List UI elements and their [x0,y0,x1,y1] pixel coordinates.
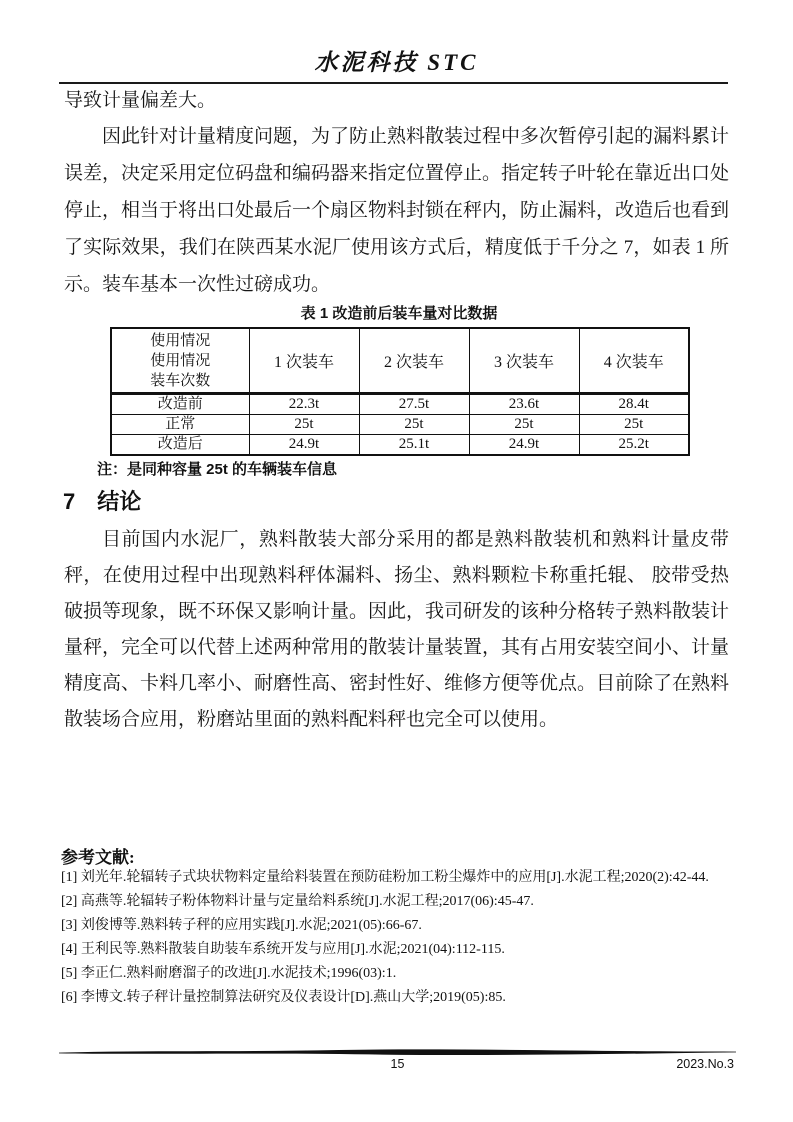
column-header-load4: 4 次装车 [579,328,689,394]
cell-value: 25.1t [359,435,469,456]
section-heading-conclusion [63,485,141,516]
section-title: 结论 [97,489,142,514]
cell-value: 25t [469,415,579,435]
corner-line-2: 使用情况 [150,352,211,369]
cell-value: 28.4t [579,394,689,415]
cell-value: 22.3t [249,394,359,415]
table-row [111,435,689,456]
cell-value: 25.2t [579,435,689,456]
reference-item: [5] 李正仁.熟料耐磨溜子的改进[J].水泥技术;1996(03):1. [61,966,397,981]
cell-value: 23.6t [469,394,579,415]
section-number: 7 [63,489,76,514]
row-label: 改造前 [111,394,249,415]
table-corner-cell [111,328,249,394]
reference-item: [1] 刘光年.轮辐转子式块状物料定量给料装置在预防硅粉加工粉尘爆炸中的应用[J].水泥工程;2020(2):42-44. [61,870,709,885]
references-heading: 参考文献: [61,848,135,867]
paragraph-continuation: 导致计量偏差大。 [64,90,217,111]
cell-value: 25t [359,415,469,435]
paragraph-conclusion: 目前国内水泥厂，熟料散装大部分采用的都是熟料散装机和熟料计量皮带秤，在使用过程中出现熟料秤体漏料、扬尘、熟料颗粒卡称重托辊、 胶带受热破损等现象，既不环保又影响计量。因此，我司研发的该种分格转子熟料散装计量秤，完全可以代替上述两种常用的散装计量装置，其有占用安装空间小、计量精度高、卡料几率小、耐磨性高、密封性好、维修方便等优点。目前除了在熟料散装场合应用，粉磨站里面的熟料配料秤也完全可以使用。 [64,529,730,730]
header-divider [59,82,728,84]
comparison-table [110,327,690,456]
reference-item: [4] 王利民等.熟料散装自助装车系统开发与应用[J].水泥;2021(04):112-115. [61,942,505,957]
column-header-load2: 2 次装车 [359,328,469,394]
table-row [111,415,689,435]
corner-line-1: 使用情况 [150,332,211,349]
reference-item: [6] 李博文.转子秤计量控制算法研究及仪表设计[D].燕山大学;2019(05):85. [61,990,506,1005]
reference-item: [2] 高燕等.轮辐转子粉体物料计量与定量给料系统[J].水泥工程;2017(06):45-47. [61,894,534,909]
cell-value: 25t [249,415,359,435]
table-header-row [111,328,689,394]
footer-issue-label: 2023.No.3 [676,1057,734,1071]
column-header-load1: 1 次装车 [249,328,359,394]
references-list [61,866,734,1010]
table-note: 注：是同种容量 25t 的车辆装车信息 [97,461,338,478]
reference-item: [3] 刘俊博等.熟料转子秤的应用实践[J].水泥;2021(05):66-67. [61,918,422,933]
column-header-load3: 3 次装车 [469,328,579,394]
journal-title: 水泥科技 STC [314,50,479,75]
footer-page-number: 15 [390,1057,405,1071]
cell-value: 25t [579,415,689,435]
cell-value: 27.5t [359,394,469,415]
paragraph-measurement-accuracy: 因此针对计量精度问题，为了防止熟料散装过程中多次暂停引起的漏料累计误差，决定采用定位码盘和编码器来指定位置停止。指定转子叶轮在靠近出口处停止，相当于将出口处最后一个扇区物料封锁在秤内，防止漏料，改造后也看到了实际效果，我们在陕西某水泥厂使用该方式后，精度低于千分之 7，如表 1 所示。装车基本一次性过磅成功。 [64,126,730,295]
cell-value: 24.9t [249,435,359,456]
row-label: 正常 [111,415,249,435]
row-label: 改造后 [111,435,249,456]
corner-line-3: 装车次数 [150,372,211,389]
cell-value: 24.9t [469,435,579,456]
table-row [111,394,689,415]
table-caption: 表 1 改造前后装车量对比数据 [300,305,498,322]
